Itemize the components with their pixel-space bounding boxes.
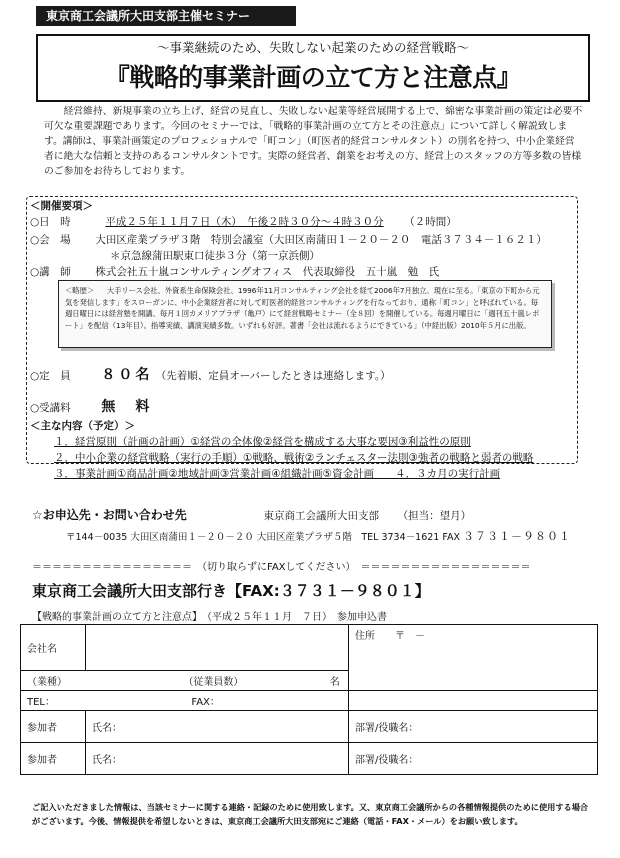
contact-fax: ３７３１－９８０１ [463,530,571,543]
form-title: 【戦略的事業計画の立て方と注意点】 （平成２５年１１月 ７日） 参加申込書 [32,612,387,623]
access-note: ＊京急線蒲田駅東口徒歩３分（第一京浜側） [110,250,320,262]
application-form [20,624,598,775]
company-label: 会社名 [21,625,86,671]
industry-label: （業種） [27,677,67,688]
capacity-note: （先着順、定員オーバーしたときは連絡します。） [155,370,391,382]
date-label: ○日 時 [30,216,71,228]
contact-fax-label: FAX [442,532,460,543]
profile-text: 大手リース会社、外資系生命保険会社、1996年11月コンサルティング会社を経て2006年7月独立。現在に至る。「東京の下町から元気を発信します」をスローガンに、中小企業経営者に対して町医者的経営コンサルティングを行なっており、通称「町コン」と呼ばれている。毎週日曜日には経営塾を開講、毎月１回カメリアプラザ（亀戸）にて経営戦略セミナー（全８回）を開催している。毎週月曜日に「週刊五十嵐レポート」を配信（13年目）。指導実績、講演実績多数。いずれも好評。著書「会社は流れるようにできている」（中経出版）2010年５月に出版。 [65,286,540,330]
details-heading: ＜開催要項＞ [30,200,93,212]
participant-label-1: 参加者 [21,711,86,743]
venue-label: ○会 場 [30,234,71,246]
subtitle: ～事業継続のため、失敗しない起業のための経営戦略～ [156,40,469,55]
participant-dept-field-1[interactable] [349,711,598,743]
contents-heading: ＜主な内容（予定）＞ [30,420,135,432]
address-label: 住所 〒 － [355,631,425,642]
lecturer-label: ○講 師 [30,266,71,278]
contact-row [32,506,471,523]
org-banner: 東京商工会議所大田支部主催セミナー [36,6,296,26]
fee-label: ○受講料 [30,402,71,414]
tel-extra-field[interactable] [349,691,598,711]
page-title: 『戦略的事業計画の立て方と注意点』 [104,63,522,92]
venue-value: 大田区産業プラザ３階 特別会議室（大田区南蒲田１－２０－２０ 電話３７３４－１６２１） [95,234,547,246]
fax-field-label: FAX： [191,697,220,708]
profile-box [58,280,552,348]
contact-address: 〒144－0035 大田区南蒲田１－２０－２０ 大田区産業プラザ５階 TEL 3734－1621 [66,532,440,543]
name-label-2: 氏名： [92,755,122,766]
capacity-value: ８０名 [101,367,153,383]
employees-label: （従業員数） [183,677,244,688]
content-item-3: ３．事業計画①商品計画②地域計画③営業計画④組織計画⑤資金計画 ４．３カ月の実行計画 [54,468,501,480]
content-item-2: ２．中小企業の経営戦略（実行の手順）①戦略、戦術②ランチェスター法則③強者の戦略と弱者の戦略 [54,452,534,464]
lecturer-row [30,264,439,279]
venue-row [30,232,547,247]
fee-row [30,396,152,416]
company-field[interactable] [86,625,349,671]
contact-address-row [66,528,571,544]
date-row [30,214,457,229]
participant-dept-field-2[interactable] [349,743,598,775]
intro-paragraph: 経営維持、新規事業の立ち上げ、経営の見直し、失敗しない起業等経営展開する上で、綿密な事業計画の策定は必要不可欠な重要課題であります。今回のセミナーでは、「戦略的事業計画の立て方とその注意点」について詳しく解説致します。講師は、事業計画策定のプロフェショナルで「町コン」（町医者的経営コンサルタント）の別名を持つ、中小企業経営者に絶大な信頼と支持のあるコンサルタントです。実際の経営者、創業をお考えの方、経営上のスタッフの方等多数の皆様のご参加をお待ちしております。 [44,106,583,177]
tel-label: TEL： [27,697,55,708]
profile-label: ＜略歴＞ [65,286,95,295]
participant-label-2: 参加者 [21,743,86,775]
employees-unit: 名 [329,677,340,688]
lecturer-value: 株式会社五十嵐コンサルティングオフィス 代表取締役 五十嵐 勉 氏 [95,266,440,278]
contact-label: ☆お申込先・お問い合わせ先 [32,508,187,522]
fee-value: 無 料 [101,399,153,415]
date-value: 平成２５年１１月７日（木） 午後２時３０分～４時３０分 [105,216,384,228]
content-item-1: １．経営原則（計画の計画）①経営の全体像②経営を構成する大事な要因③利益性の原則 [54,436,471,448]
dept-label-1: 部署/役職名： [355,723,419,734]
contact-org: 東京商工会議所大田支部 [263,510,379,522]
capacity-label: ○定 員 [30,370,71,382]
date-duration: （２時間） [404,216,457,228]
contact-person: （担当：望月） [397,510,472,522]
privacy-notice: ご記入いただきました情報は、当該セミナーに関する連絡・記録のために使用致します。又、東京商工会議所からの各種情報提供のために使用する場合がございます。今後、情報提供を希望しないときは、東京商工会議所大田支部宛にご連絡（電話・FAX・メール）をお願い致します。 [32,802,589,826]
cut-line: ＝＝＝＝＝＝＝＝＝＝＝＝＝＝＝＝ （切り取らずにFAXしてください） ＝＝＝＝＝＝＝＝＝＝＝＝＝＝＝＝＝ [32,562,531,573]
fax-header: 東京商工会議所大田支部行き【FAX:３７３１－９８０１】 [32,582,430,600]
participant-name-field-2[interactable] [86,743,349,775]
industry-employees-field[interactable] [21,671,349,691]
capacity-row [30,364,391,384]
participant-name-field-1[interactable] [86,711,349,743]
tel-field[interactable] [21,691,349,711]
dept-label-2: 部署/役職名： [355,755,419,766]
name-label-1: 氏名： [92,723,122,734]
address-field[interactable] [349,625,598,691]
